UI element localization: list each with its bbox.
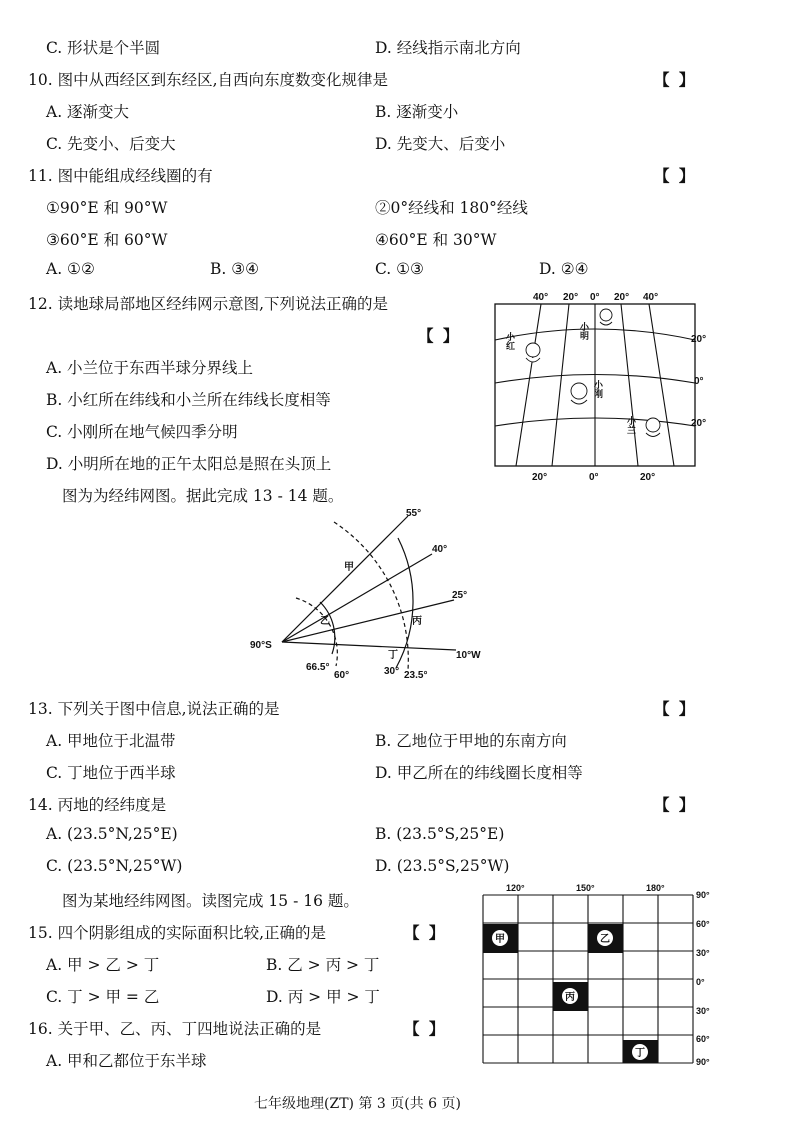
q12-right-label-1: 20°: [691, 334, 706, 345]
q11-option-b: B. ③④: [210, 260, 260, 278]
q15-right-7: 90°: [696, 1057, 710, 1067]
q11-stem: 11. 图中能组成经线圈的有: [28, 167, 213, 185]
q13-arc-30: 30°: [384, 666, 400, 677]
q12-name-xiaoming: 小明: [579, 322, 589, 340]
figure-q13-polar-graticule: [248, 508, 498, 680]
q13-point-yi: 乙: [320, 616, 330, 627]
q11-option-c: C. ①③: [375, 260, 424, 278]
q11-option-a: A. ①②: [46, 260, 95, 278]
cell-label-ding: 丁: [635, 1048, 645, 1059]
cell-label-bing: 丙: [565, 992, 575, 1003]
q12-option-a: A. 小兰位于东西半球分界线上: [46, 359, 254, 377]
q13-stem: 13. 下列关于图中信息,说法正确的是: [28, 700, 280, 718]
q12-top-label-2: 20°: [563, 292, 579, 303]
q11-item-1: ①90°E 和 90°W: [46, 199, 168, 217]
q9-option-c: C. 形状是个半圆: [46, 39, 161, 57]
q13-point-bing: 丙: [412, 616, 422, 627]
q15-right-4: 0°: [696, 977, 705, 987]
q15-option-a: A. 甲 > 乙 > 丁: [46, 956, 160, 974]
q11-answer-bracket[interactable]: 【 】: [654, 167, 695, 185]
q13-point-ding: 丁: [388, 650, 398, 661]
q12-stem: 12. 读地球局部地区经纬网示意图,下列说法正确的是: [28, 295, 389, 313]
q13-arc-23-5: 23.5°: [404, 670, 428, 680]
page-footer: 七年级地理(ZT) 第 3 页(共 6 页): [254, 1096, 461, 1112]
q10-option-a: A. 逐渐变大: [46, 103, 130, 121]
q15-top-150: 150°: [576, 883, 595, 893]
figure-q15-grid: [478, 882, 718, 1068]
q12-option-d: D. 小明所在地的正午太阳总是照在头顶上: [46, 455, 332, 473]
person-xiaoming-icon: [600, 309, 612, 325]
q15-right-3: 30°: [696, 948, 710, 958]
q15-option-b: B. 乙 > 丙 > 丁: [266, 956, 380, 974]
q12-bottom-label-1: 20°: [532, 472, 548, 483]
q12-top-label-4: 20°: [614, 292, 630, 303]
q11-item-4: ④60°E 和 30°W: [375, 231, 497, 249]
q10-option-c: C. 先变小、后变大: [46, 135, 176, 153]
q13-arc-60: 60°: [334, 670, 350, 680]
q15-right-6: 60°: [696, 1034, 710, 1044]
q11-item-3: ③60°E 和 60°W: [46, 231, 168, 249]
q15-right-1: 90°: [696, 890, 710, 900]
q15-right-5: 30°: [696, 1006, 710, 1016]
intro-15-16: 图为某地经纬网图。读图完成 15 - 16 题。: [62, 892, 359, 910]
q13-option-b: B. 乙地位于甲地的东南方向: [375, 732, 567, 750]
q15-top-180: 180°: [646, 883, 665, 893]
q12-option-b: B. 小红所在纬线和小兰所在纬线长度相等: [46, 391, 331, 409]
q13-center-label: 90°S: [250, 640, 272, 651]
q11-item-2: ②0°经线和 180°经线: [375, 199, 528, 217]
q14-option-c: C. (23.5°N,25°W): [46, 857, 183, 875]
q14-option-a: A. (23.5°N,25°E): [46, 825, 178, 843]
q10-option-d: D. 先变大、后变小: [375, 135, 506, 153]
person-xiaolan-icon: [646, 418, 660, 437]
cell-label-jia: 甲: [495, 934, 505, 945]
q15-option-c: C. 丁 > 甲 = 乙: [46, 988, 160, 1006]
q16-option-a: A. 甲和乙都位于东半球: [46, 1052, 207, 1070]
q15-answer-bracket[interactable]: 【 】: [404, 924, 445, 942]
intro-13-14: 图为为经纬网图。据此完成 13 - 14 题。: [62, 487, 344, 505]
q12-answer-bracket[interactable]: 【 】: [418, 327, 459, 345]
q12-right-label-2: 0°: [694, 376, 704, 387]
q12-name-xiaogang: 小刚: [593, 380, 603, 398]
q10-answer-bracket[interactable]: 【 】: [654, 71, 695, 89]
q14-option-d: D. (23.5°S,25°W): [375, 857, 510, 875]
q12-name-xiaohong: 小红: [505, 332, 515, 350]
person-xiaohong-icon: [526, 343, 540, 362]
q12-option-c: C. 小刚所在地气候四季分明: [46, 423, 238, 441]
q15-option-d: D. 丙 > 甲 > 丁: [266, 988, 380, 1006]
figure-q12-graticule: [488, 288, 706, 484]
q14-answer-bracket[interactable]: 【 】: [654, 796, 695, 814]
q13-answer-bracket[interactable]: 【 】: [654, 700, 695, 718]
q15-right-2: 60°: [696, 919, 710, 929]
q16-stem: 16. 关于甲、乙、丙、丁四地说法正确的是: [28, 1020, 322, 1038]
q13-ray-25: 25°: [452, 590, 468, 601]
q12-top-label-3: 0°: [590, 292, 600, 303]
q13-ray-55: 55°: [406, 508, 422, 519]
q15-top-120: 120°: [506, 883, 525, 893]
q13-point-jia: 甲: [344, 562, 354, 573]
q12-top-label-1: 40°: [533, 292, 549, 303]
q9-option-d: D. 经线指示南北方向: [375, 39, 521, 57]
q13-option-a: A. 甲地位于北温带: [46, 732, 176, 750]
q12-top-label-5: 40°: [643, 292, 659, 303]
q12-bottom-label-3: 20°: [640, 472, 656, 483]
q10-stem: 10. 图中从西经区到东经区,自西向东度数变化规律是: [28, 71, 389, 89]
q12-bottom-label-2: 0°: [589, 472, 599, 483]
q10-option-b: B. 逐渐变小: [375, 103, 459, 121]
q13-arc-66-5: 66.5°: [306, 662, 330, 673]
q14-option-b: B. (23.5°S,25°E): [375, 825, 505, 843]
person-xiaogang-icon: [571, 383, 587, 404]
q13-option-d: D. 甲乙所在的纬线圈长度相等: [375, 764, 583, 782]
q13-ray-40: 40°: [432, 544, 448, 555]
q13-option-c: C. 丁地位于西半球: [46, 764, 176, 782]
q13-ray-10w: 10°W: [456, 650, 481, 661]
cell-label-yi: 乙: [600, 934, 610, 945]
q14-stem: 14. 丙地的经纬度是: [28, 796, 167, 814]
q15-stem: 15. 四个阴影组成的实际面积比较,正确的是: [28, 924, 327, 942]
q11-option-d: D. ②④: [539, 260, 589, 278]
q12-right-label-3: 20°: [691, 418, 706, 429]
q16-answer-bracket[interactable]: 【 】: [404, 1020, 445, 1038]
q12-name-xiaolan: 小兰: [626, 416, 636, 434]
